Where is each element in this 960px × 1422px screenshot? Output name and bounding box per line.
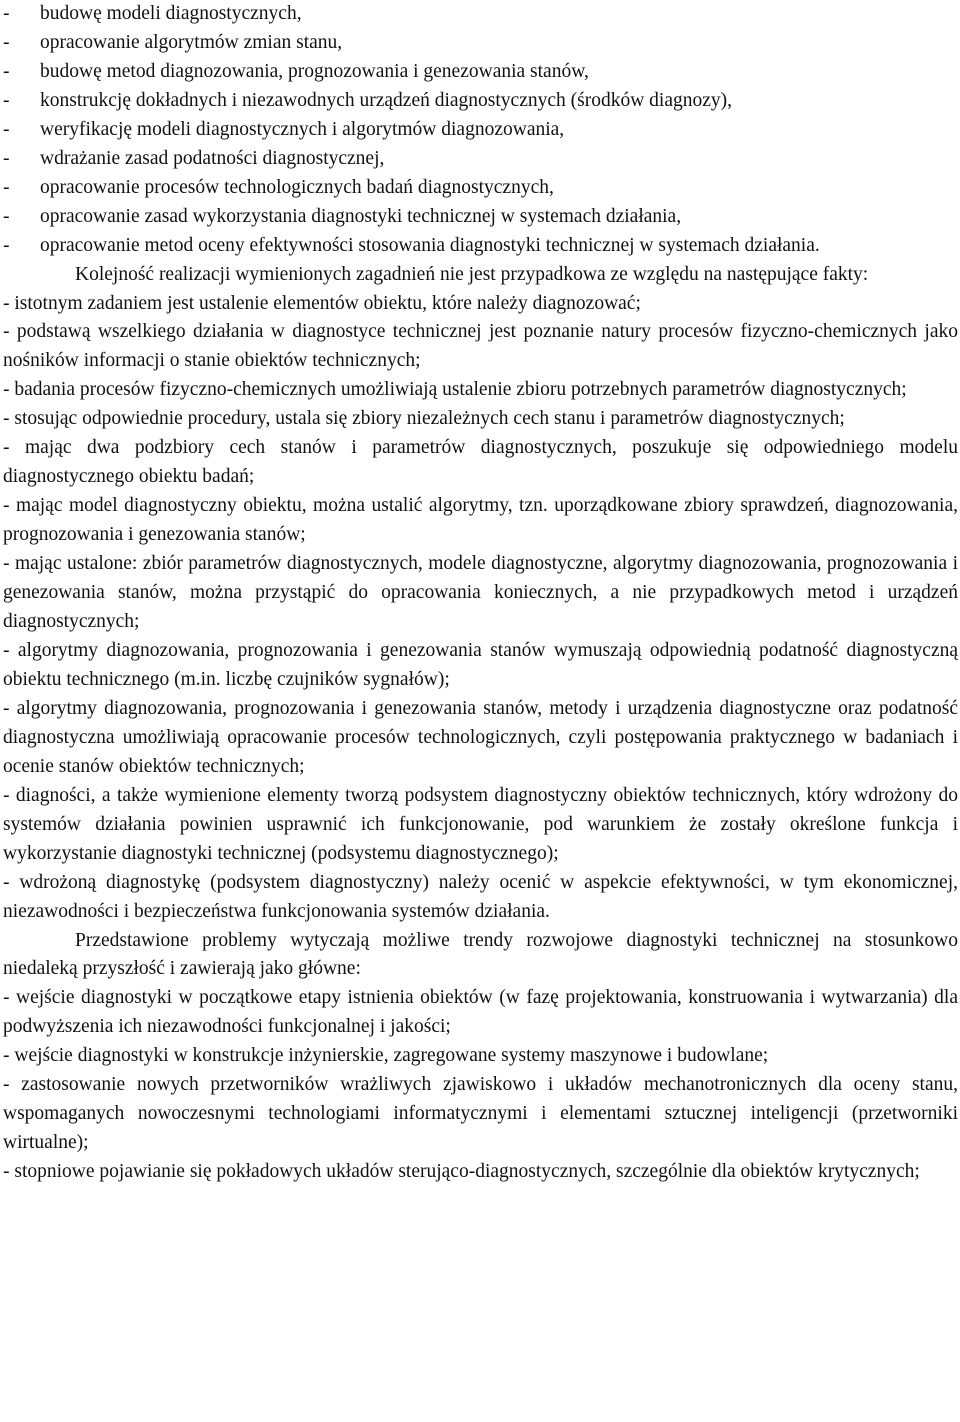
fact-item: - podstawą wszelkiego działania w diagnostyce technicznej jest poznanie natury procesów fizyczno-chemicznych jako nośników informacji o stanie obiektów technicznych;	[3, 321, 958, 372]
list-dash: -	[3, 176, 10, 198]
list-item	[3, 87, 958, 116]
list-dash: -	[3, 234, 10, 256]
list-dash: -	[3, 205, 10, 227]
trend-item: - wejście diagnostyki w konstrukcje inżynierskie, zagregowane systemy maszynowe i budowlane;	[3, 1045, 769, 1067]
list-dash: -	[3, 60, 10, 82]
list-item-text: budowę modeli diagnostycznych,	[40, 3, 302, 24]
list-item	[3, 116, 958, 145]
trend-item: - wejście diagnostyki w początkowe etapy istnienia obiektów (w fazę projektowania, konstruowania i wytwarzania) dla podwyższenia ich niezawodności funkcjonalnej i jakości;	[3, 987, 958, 1038]
list-item	[3, 174, 958, 203]
fact-item: - diagności, a także wymienione elementy tworzą podsystem diagnostyczny obiektów technicznych, który wdrożony do systemów działania powinien usprawnić ich funkcjonowanie, pod warunkiem że zostały określone funkcja i wykorzystanie diagnostyki technicznej (podsystemu diagnostycznego);	[3, 784, 958, 864]
fact-item: - wdrożoną diagnostykę (podsystem diagnostyczny) należy ocenić w aspekcie efektywności, w tym ekonomicznej, niezawodności i bezpieczeństwa funkcjonowania systemów działania.	[3, 871, 958, 922]
list-item-text: opracowanie zasad wykorzystania diagnostyki technicznej w systemach działania,	[40, 205, 682, 227]
list-item-text: weryfikację modeli diagnostycznych i algorytmów diagnozowania,	[40, 118, 565, 140]
list-item-text: opracowanie procesów technologicznych badań diagnostycznych,	[40, 176, 554, 198]
list-dash: -	[3, 118, 10, 140]
trend-item: - zastosowanie nowych przetworników wrażliwych zjawiskowo i układów mechanotronicznych dla oceny stanu, wspomaganych nowoczesnymi technologiami informatycznymi i elementami sztucznej inteligencji (przetworniki wirtualne);	[3, 1074, 958, 1154]
fact-item: - mając model diagnostyczny obiektu, można ustalić algorytmy, tzn. uporządkowane zbiory sprawdzeń, diagnozowania, prognozowania i genezowania stanów;	[3, 495, 958, 546]
trend-item: - stopniowe pojawianie się pokładowych układów sterująco-diagnostycznych, szczególnie dla obiektów krytycznych;	[3, 1161, 920, 1183]
list-dash: -	[3, 89, 10, 111]
list-item	[3, 58, 958, 87]
list-item	[3, 0, 958, 29]
fact-item: - mając dwa podzbiory cech stanów i parametrów diagnostycznych, poszukuje się odpowiedniego modelu diagnostycznego obiektu badań;	[3, 437, 958, 488]
fact-item: - badania procesów fizyczno-chemicznych umożliwiają ustalenie zbioru potrzebnych parametrów diagnostycznych;	[3, 379, 907, 401]
list-item-text: konstrukcję dokładnych i niezawodnych urządzeń diagnostycznych (środków diagnozy),	[40, 89, 733, 111]
list-dash: -	[3, 147, 10, 169]
list-item-text: opracowanie algorytmów zmian stanu,	[40, 31, 343, 53]
fact-item: - stosując odpowiednie procedury, ustala się zbiory niezależnych cech stanu i parametrów diagnostycznych;	[3, 408, 845, 430]
fact-item: - algorytmy diagnozowania, prognozowania i genezowania stanów wymuszają odpowiednią podatność diagnostyczną obiektu technicznego (m.in. liczbę czujników sygnałów);	[3, 639, 958, 690]
list-item	[3, 203, 958, 232]
list-item	[3, 29, 958, 58]
list-dash: -	[3, 31, 10, 53]
list-item-text: budowę metod diagnozowania, prognozowania i genezowania stanów,	[40, 60, 589, 82]
list-item-text: wdrażanie zasad podatności diagnostycznej,	[40, 147, 385, 169]
fact-item: - istotnym zadaniem jest ustalenie elementów obiektu, które należy diagnozować;	[3, 292, 641, 314]
list-item-wrapping	[3, 232, 958, 261]
list-dash: -	[3, 3, 10, 24]
list-item	[3, 145, 958, 174]
fact-item: - mając ustalone: zbiór parametrów diagnostycznych, modele diagnostyczne, algorytmy diagnozowania, prognozowania i genezowania stanów, można przystąpić do opracowania koniecznych, a nie przypadkowych metod i urządzeń diagnostycznych;	[3, 553, 958, 633]
paragraph-trends: Przedstawione problemy wytyczają możliwe trendy rozwojowe diagnostyki technicznej na stosunkowo niedaleką przyszłość i zawierają jako główne:	[3, 929, 958, 980]
fact-item: - algorytmy diagnozowania, prognozowania i genezowania stanów, metody i urządzenia diagnostyczne oraz podatność diagnostyczna umożliwiają opracowanie procesów technologicznych, czyli postępowania praktycznego w badaniach i ocenie stanów obiektów technicznych;	[3, 697, 958, 777]
paragraph-order: Kolejność realizacji wymienionych zagadnień nie jest przypadkowa ze względu na następujące fakty:	[75, 263, 869, 285]
list-item-text: opracowanie metod oceny efektywności stosowania diagnostyki technicznej w systemach działania.	[40, 234, 820, 256]
